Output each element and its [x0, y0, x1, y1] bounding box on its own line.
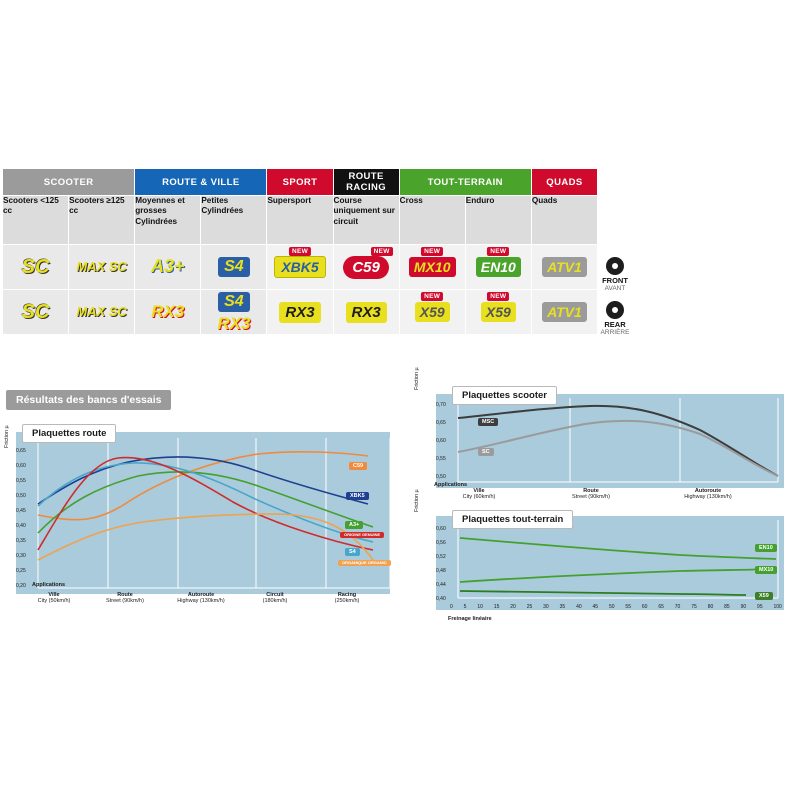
cell-rear-maxsc — [69, 290, 135, 335]
chart-scooter-title: Plaquettes scooter — [452, 386, 557, 405]
chart-route-label-s4: S4 — [345, 548, 360, 556]
cell-rear-s4-rx3 — [201, 290, 267, 335]
rear-sublabel: ARRIÈRE — [600, 328, 630, 336]
new-badge: NEW — [371, 247, 393, 256]
chart-scooter-svg — [430, 392, 790, 502]
svg-text:0,65: 0,65 — [436, 420, 446, 426]
subheader-moyennes: Moyennes et grosses Cylindrées — [135, 196, 201, 245]
new-badge: NEW — [421, 292, 443, 301]
pad-rx3: RX3 — [346, 302, 387, 323]
cell-rear-rx3 — [135, 290, 201, 335]
chart-route-xtick-4: Racing (250km/h) — [334, 592, 360, 605]
chart-route-ylabel: Friction µ — [4, 425, 10, 448]
pad-maxsc: MAX SC — [76, 259, 127, 274]
header-route-racing: ROUTE RACING — [333, 169, 399, 196]
pad-atv1: ATV1 — [542, 257, 587, 277]
chart-route-xtick-2: Autoroute Highway (130km/h) — [177, 592, 225, 605]
chart-route-label-c59: C59 — [349, 462, 367, 470]
front-label: FRONT — [602, 275, 628, 285]
chart-route-label-xbk5: XBK5 — [346, 492, 369, 500]
chart-route-xtick-0: Ville City (50km/h) — [37, 592, 71, 605]
pad-sc: SC — [21, 300, 50, 323]
svg-text:0,20: 0,20 — [16, 583, 26, 589]
pad-x59: X59 — [481, 302, 516, 322]
subheader-supersport: Supersport — [267, 196, 333, 245]
product-matrix-table — [2, 168, 598, 335]
pad-xbk5: XBK5 — [274, 256, 325, 278]
svg-text:0,55: 0,55 — [436, 456, 446, 462]
chart-route-xtick-1: Route Street (90km/h) — [106, 592, 144, 605]
subheader-scooter-large: Scooters ≥125 cc — [69, 196, 135, 245]
new-badge: NEW — [421, 247, 443, 256]
subheader-enduro: Enduro — [465, 196, 531, 245]
chart-route-label-organique: ORGANIQUE ORGANIC — [338, 560, 391, 566]
svg-text:0,25: 0,25 — [16, 568, 26, 574]
pad-sc: SC — [21, 255, 50, 278]
pad-c59: C59 — [343, 256, 389, 279]
rear-position — [586, 296, 644, 340]
svg-text:0,45: 0,45 — [16, 508, 26, 514]
chart-scooter-applications-label: Applications — [434, 482, 468, 488]
chart-tt-label-en10: EN10 — [755, 544, 777, 552]
table-subheader-row — [3, 196, 598, 245]
position-column — [586, 252, 644, 340]
pad-en10: EN10 — [476, 257, 521, 277]
svg-text:0,30: 0,30 — [16, 553, 26, 559]
cell-rear-rx3-racing — [333, 290, 399, 335]
svg-text:0,44: 0,44 — [436, 582, 446, 588]
chart-tt-ylabel: Friction µ — [414, 489, 420, 512]
pad-mx10: MX10 — [409, 257, 456, 277]
svg-text:0,60: 0,60 — [436, 526, 446, 532]
chart-scooter-ylabel: Friction µ — [414, 367, 420, 390]
svg-text:0,52: 0,52 — [436, 554, 446, 560]
front-disc-icon — [606, 257, 624, 275]
cell-front-maxsc — [69, 245, 135, 290]
cell-front-en10 — [465, 245, 531, 290]
svg-text:0,55: 0,55 — [16, 478, 26, 484]
subheader-petites: Petites Cylindrées — [201, 196, 267, 245]
cell-front-mx10 — [399, 245, 465, 290]
svg-text:0,50: 0,50 — [16, 493, 26, 499]
front-position — [586, 252, 644, 296]
svg-text:0,50: 0,50 — [436, 474, 446, 480]
new-badge: NEW — [487, 247, 509, 256]
header-sport: SPORT — [267, 169, 333, 196]
pad-maxsc: MAX SC — [76, 304, 127, 319]
subheader-course: Course uniquement sur circuit — [333, 196, 399, 245]
chart-tt-label-mx10: MX10 — [755, 566, 777, 574]
chart-tt-label-x59: X59 — [755, 592, 773, 600]
chart-scooter-label-sc: SC — [478, 448, 494, 456]
svg-text:0,70: 0,70 — [436, 402, 446, 408]
chart-tt-xlabel: Freinage linéaire — [448, 616, 492, 622]
cell-front-sc — [3, 245, 69, 290]
chart-scooter-label-msc: MSC — [478, 418, 498, 426]
cell-rear-x59-enduro — [465, 290, 531, 335]
pad-x59: X59 — [415, 302, 450, 322]
front-pads-row — [3, 245, 598, 290]
svg-text:0,60: 0,60 — [436, 438, 446, 444]
svg-text:0,40: 0,40 — [16, 523, 26, 529]
cell-front-c59 — [333, 245, 399, 290]
chart-route-label-a3: A3+ — [345, 521, 363, 529]
cell-rear-x59-cross — [399, 290, 465, 335]
chart-scooter-xtick-1: Route Street (90km/h) — [572, 488, 610, 501]
chart-tt-title: Plaquettes tout-terrain — [452, 510, 573, 529]
new-badge: NEW — [487, 292, 509, 301]
subheader-scooter-small: Scooters <125 cc — [3, 196, 69, 245]
table-header-row — [3, 169, 598, 196]
header-route-ville: ROUTE & VILLE — [135, 169, 267, 196]
rear-pads-row — [3, 290, 598, 335]
chart-scooter-xtick-0: Ville City (60km/h) — [462, 488, 496, 501]
header-tout-terrain: TOUT-TERRAIN — [399, 169, 531, 196]
pad-s4: S4 — [218, 292, 250, 312]
front-sublabel: AVANT — [604, 284, 626, 292]
subheader-quads: Quads — [531, 196, 597, 245]
section-title: Résultats des bancs d'essais — [6, 390, 171, 410]
chart-tt-xticks: 0 5 10 15 20 25 30 35 40 45 50 55 60 65 70 75 80 85 90 95 100 — [450, 604, 782, 610]
subheader-cross: Cross — [399, 196, 465, 245]
svg-text:0,65: 0,65 — [16, 448, 26, 454]
cell-rear-rx3-sport — [267, 290, 333, 335]
chart-route-xtick-3: Circuit (180km/h) — [262, 592, 288, 605]
rear-label: REAR — [604, 319, 626, 329]
new-badge: NEW — [289, 247, 311, 256]
pad-rx3: RX3 — [151, 301, 185, 321]
svg-text:0,48: 0,48 — [436, 568, 446, 574]
pad-atv1: ATV1 — [542, 302, 587, 322]
chart-route-title: Plaquettes route — [22, 424, 116, 443]
header-scooter: SCOOTER — [3, 169, 135, 196]
chart-route-label-origine: ORIGINE GENUINE — [340, 532, 384, 538]
pad-s4: S4 — [218, 257, 250, 277]
rear-disc-icon — [606, 301, 624, 319]
cell-front-xbk5 — [267, 245, 333, 290]
pad-rx3: RX3 — [217, 313, 251, 333]
svg-text:0,40: 0,40 — [436, 596, 446, 602]
chart-route-applications-label: Applications — [32, 582, 66, 588]
svg-text:0,35: 0,35 — [16, 538, 26, 544]
cell-front-s4 — [201, 245, 267, 290]
header-quads: QUADS — [531, 169, 597, 196]
pad-rx3: RX3 — [279, 302, 320, 323]
svg-text:0,56: 0,56 — [436, 540, 446, 546]
pad-a3plus: A3+ — [151, 256, 185, 276]
chart-scooter-xtick-2: Autoroute Highway (130km/h) — [684, 488, 732, 501]
svg-text:0,60: 0,60 — [16, 463, 26, 469]
cell-rear-sc — [3, 290, 69, 335]
cell-front-a3 — [135, 245, 201, 290]
